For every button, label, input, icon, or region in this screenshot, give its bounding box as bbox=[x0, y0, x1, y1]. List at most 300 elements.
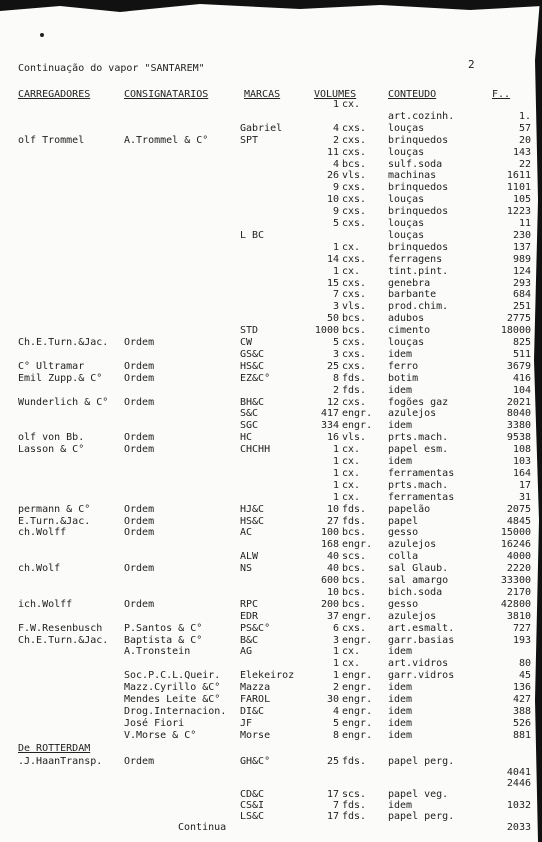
cell-mark: NS bbox=[240, 563, 253, 575]
cell-mark: PS&C° bbox=[240, 622, 271, 634]
cell-consignee: P.Santos & C° bbox=[124, 622, 203, 634]
cell-consignee: V.Morse & C° bbox=[124, 729, 197, 741]
cell-value: 2220 bbox=[506, 563, 531, 575]
cell-value: 17 bbox=[518, 479, 531, 491]
cell-unit: engr. bbox=[342, 694, 373, 705]
cell-unit: engr. bbox=[342, 408, 373, 420]
cell-value: 11 bbox=[518, 218, 531, 229]
cell-vol: 1 bbox=[332, 491, 339, 503]
cell-vol: 9 bbox=[332, 206, 339, 218]
cell-value: 727 bbox=[512, 622, 531, 634]
header-consignatarios: CONSIGNATARIOS bbox=[124, 89, 209, 100]
cell-unit: engr. bbox=[342, 634, 373, 646]
cell-mark: B&C bbox=[240, 634, 259, 646]
cell-value: 2021 bbox=[506, 396, 531, 408]
cell-vol: 16 bbox=[326, 432, 339, 444]
cell-unit: cx. bbox=[342, 467, 361, 479]
cell-content: gesso bbox=[388, 527, 419, 539]
table-row bbox=[0, 147, 542, 159]
cell-unit: fds. bbox=[342, 811, 367, 822]
cell-content: louças bbox=[388, 146, 425, 158]
cell-consignee: Ordem bbox=[124, 598, 155, 610]
cell-value: 193 bbox=[512, 634, 531, 646]
table-row bbox=[0, 242, 542, 254]
cell-shipper: E.Turn.&Jac. bbox=[18, 515, 91, 527]
table-row bbox=[0, 444, 542, 456]
cell-vol: 3 bbox=[332, 301, 339, 313]
cell-value: 31 bbox=[518, 491, 531, 503]
cell-unit: fds. bbox=[342, 756, 367, 767]
cell-mark: EZ&C° bbox=[240, 372, 271, 384]
cell-content: sulf.soda bbox=[388, 158, 443, 170]
cell-unit: engr. bbox=[342, 420, 373, 432]
cell-content: idem bbox=[388, 348, 413, 360]
cell-vol: 17 bbox=[326, 811, 339, 822]
table-row bbox=[0, 635, 542, 647]
table-row bbox=[0, 658, 542, 670]
cell-consignee: Ordem bbox=[124, 432, 155, 444]
cell-vol: 3 bbox=[332, 634, 339, 646]
cell-value: 18000 bbox=[500, 325, 531, 337]
cell-mark: CS&I bbox=[240, 800, 265, 811]
cell-vol: 168 bbox=[320, 539, 339, 551]
cell-content: idem bbox=[388, 646, 413, 658]
table-row bbox=[0, 539, 542, 551]
cell-content: art.vidros bbox=[388, 658, 449, 670]
cell-unit: cxs. bbox=[342, 289, 367, 301]
cell-content: brinquedos bbox=[388, 241, 449, 253]
cell-vol: 5 bbox=[332, 218, 339, 229]
cell-unit: fds. bbox=[342, 515, 367, 527]
cell-vol: 4 bbox=[332, 122, 339, 134]
table-row bbox=[0, 694, 542, 706]
table-row bbox=[0, 266, 542, 278]
cell-unit: cx. bbox=[342, 658, 361, 670]
cell-unit: engr. bbox=[342, 717, 373, 729]
cell-content: louças bbox=[388, 218, 425, 229]
cell-unit: bcs. bbox=[342, 325, 367, 337]
cell-vol: 7 bbox=[332, 289, 339, 301]
cell-consignee: A.Trommel & C° bbox=[124, 134, 209, 146]
cell-consignee: A.Tronstein bbox=[124, 646, 191, 658]
cell-mark: CW bbox=[240, 337, 253, 348]
cell-content: azulejos bbox=[388, 610, 437, 622]
cell-content: louças bbox=[388, 337, 425, 348]
cell-value: 1223 bbox=[506, 206, 531, 218]
cell-value: 230 bbox=[512, 229, 531, 241]
cell-mark: HS&C bbox=[240, 360, 265, 372]
cell-content: papel perg. bbox=[388, 756, 455, 767]
table-row bbox=[0, 325, 542, 337]
cell-content: idem bbox=[388, 384, 413, 396]
cell-unit: cx. bbox=[342, 646, 361, 658]
cell-content: colla bbox=[388, 551, 419, 563]
table-row bbox=[0, 159, 542, 171]
table-row bbox=[0, 408, 542, 420]
cell-content: genebra bbox=[388, 277, 431, 289]
cell-unit: engr. bbox=[342, 705, 373, 717]
cell-unit: bcs. bbox=[342, 563, 367, 575]
cell-value: 57 bbox=[518, 122, 531, 134]
table-row bbox=[0, 99, 542, 111]
cell-content: prts.mach. bbox=[388, 432, 449, 444]
cell-vol: 40 bbox=[326, 551, 339, 563]
cell-content: botim bbox=[388, 372, 419, 384]
page-number: 2 bbox=[468, 58, 475, 71]
table-row bbox=[0, 230, 542, 242]
cell-content: art.esmalt. bbox=[388, 622, 455, 634]
table-row bbox=[0, 349, 542, 361]
table-row bbox=[0, 278, 542, 290]
cell-mark: S&C bbox=[240, 408, 259, 420]
cell-vol: 200 bbox=[320, 598, 339, 610]
cell-vol: 1 bbox=[332, 241, 339, 253]
cell-consignee: Ordem bbox=[124, 337, 155, 348]
table-row bbox=[0, 611, 542, 623]
cell-mark: Morse bbox=[240, 729, 271, 741]
cell-unit: fds. bbox=[342, 384, 367, 396]
cell-content: ferramentas bbox=[388, 467, 455, 479]
cell-mark: SPT bbox=[240, 134, 259, 146]
cell-content: idem bbox=[388, 694, 413, 705]
cell-value: 684 bbox=[512, 289, 531, 301]
cell-mark: AC bbox=[240, 527, 253, 539]
cell-value: 15000 bbox=[500, 527, 531, 539]
cell-value: 104 bbox=[512, 384, 531, 396]
cell-unit: cxs. bbox=[342, 337, 367, 348]
cell-mark: ALW bbox=[240, 551, 259, 563]
cell-unit: cx. bbox=[342, 491, 361, 503]
cell-mark: L BC bbox=[240, 229, 265, 241]
cell-mark: EDR bbox=[240, 610, 259, 622]
cell-value: 124 bbox=[512, 265, 531, 277]
cell-vol: 1000 bbox=[314, 325, 339, 337]
cell-value: 108 bbox=[512, 444, 531, 456]
cell-unit: bcs. bbox=[342, 575, 367, 586]
document-title: Continuação do vapor "SANTAREM" bbox=[18, 63, 205, 74]
table-row bbox=[0, 111, 542, 123]
cell-content: idem bbox=[388, 729, 413, 741]
table-row bbox=[0, 718, 542, 730]
cell-vol: 10 bbox=[326, 586, 339, 598]
cell-shipper: permann & C° bbox=[18, 503, 91, 515]
cell-unit: fds. bbox=[342, 372, 367, 384]
cell-vol: 100 bbox=[320, 527, 339, 539]
cell-content: cimento bbox=[388, 325, 431, 337]
cell-content: ferramentas bbox=[388, 491, 455, 503]
cell-mark: HC bbox=[240, 432, 253, 444]
cell-value: 881 bbox=[512, 729, 531, 741]
cell-content: louças bbox=[388, 229, 425, 241]
cell-value: 1. bbox=[518, 110, 531, 122]
cell-unit: cx. bbox=[342, 241, 361, 253]
cell-value: 511 bbox=[512, 348, 531, 360]
cell-value: 388 bbox=[512, 705, 531, 717]
header-marcas: MARCAS bbox=[244, 89, 281, 100]
cell-unit: cxs. bbox=[342, 146, 367, 158]
cell-value: 103 bbox=[512, 456, 531, 467]
cell-consignee: Ordem bbox=[124, 563, 155, 575]
cell-mark: HJ&C bbox=[240, 503, 265, 515]
cell-vol: 4 bbox=[332, 705, 339, 717]
cell-value: 989 bbox=[512, 253, 531, 265]
cell-unit: vls. bbox=[342, 432, 367, 444]
cell-shipper: Emil Zupp.& C° bbox=[18, 372, 103, 384]
cell-unit: fds. bbox=[342, 800, 367, 811]
cell-mark: CD&C bbox=[240, 789, 265, 800]
cell-mark: JF bbox=[240, 717, 253, 729]
table-row bbox=[0, 385, 542, 397]
table-row bbox=[0, 218, 542, 230]
cell-value: 293 bbox=[512, 277, 531, 289]
cell-content: azulejos bbox=[388, 539, 437, 551]
cell-vol: 334 bbox=[320, 420, 339, 432]
table-row bbox=[0, 575, 542, 587]
cell-mark: AG bbox=[240, 646, 253, 658]
cell-unit: cx. bbox=[342, 456, 361, 467]
cell-mark: Gabriel bbox=[240, 122, 283, 134]
cell-shipper: olf von Bb. bbox=[18, 432, 85, 444]
cell-vol: 26 bbox=[326, 170, 339, 182]
cell-content: adubos bbox=[388, 313, 425, 325]
cell-value: 16246 bbox=[500, 539, 531, 551]
cell-vol: 600 bbox=[320, 575, 339, 586]
table-row bbox=[0, 822, 542, 834]
cell-vol: 1 bbox=[332, 467, 339, 479]
cell-mark: Elekeiroz bbox=[240, 670, 295, 682]
cell-vol: 1 bbox=[332, 479, 339, 491]
table-row bbox=[0, 123, 542, 135]
table-row bbox=[0, 206, 542, 218]
rotterdam-heading: De ROTTERDAM bbox=[18, 743, 91, 754]
cell-content: brinquedos bbox=[388, 206, 449, 218]
cell-vol: 1 bbox=[332, 265, 339, 277]
cell-mark: SGC bbox=[240, 420, 259, 432]
cell-unit: cxs. bbox=[342, 277, 367, 289]
table-row bbox=[0, 706, 542, 718]
header-conteudo: CONTEUDO bbox=[388, 89, 437, 100]
cell-unit: cxs. bbox=[342, 134, 367, 146]
cell-vol: 30 bbox=[326, 694, 339, 705]
cell-vol: 37 bbox=[326, 610, 339, 622]
table-row bbox=[0, 194, 542, 206]
table-row bbox=[0, 254, 542, 266]
cell-vol: 7 bbox=[332, 800, 339, 811]
cell-unit: vls. bbox=[342, 301, 367, 313]
cell-consignee: José Fiori bbox=[124, 717, 185, 729]
cell-content: barbante bbox=[388, 289, 437, 301]
cell-consignee: Ordem bbox=[124, 444, 155, 456]
cell-content: papel bbox=[388, 515, 419, 527]
cell-vol: 8 bbox=[332, 729, 339, 741]
table-row bbox=[0, 289, 542, 301]
cell-content: garr.vidros bbox=[388, 670, 455, 682]
cell-content: sal amargo bbox=[388, 575, 449, 586]
cell-content: brinquedos bbox=[388, 182, 449, 194]
cell-unit: engr. bbox=[342, 729, 373, 741]
cell-mark: Mazza bbox=[240, 682, 271, 694]
cell-mark: FAROL bbox=[240, 694, 271, 705]
cell-value: 20 bbox=[518, 134, 531, 146]
table-row bbox=[0, 551, 542, 563]
cell-unit: bcs. bbox=[342, 586, 367, 598]
cell-value: 136 bbox=[512, 682, 531, 694]
cell-shipper: F.W.Resenbusch bbox=[18, 622, 103, 634]
cell-vol: 8 bbox=[332, 372, 339, 384]
cell-unit: cxs. bbox=[342, 122, 367, 134]
table-row bbox=[0, 587, 542, 599]
cell-vol: 11 bbox=[326, 146, 339, 158]
cell-vol: 9 bbox=[332, 182, 339, 194]
cell-value: 2033 bbox=[506, 822, 531, 833]
cell-unit: scs. bbox=[342, 551, 367, 563]
cell-consignee: Ordem bbox=[124, 756, 155, 767]
cell-vol: 4 bbox=[332, 158, 339, 170]
cell-vol: 10 bbox=[326, 503, 339, 515]
cell-vol: 2 bbox=[332, 134, 339, 146]
cell-vol: 14 bbox=[326, 253, 339, 265]
cell-value: 4000 bbox=[506, 551, 531, 563]
cell-consignee: Ordem bbox=[124, 396, 155, 408]
cell-value: 251 bbox=[512, 301, 531, 313]
cell-shipper: Wunderlich & C° bbox=[18, 396, 109, 408]
cell-value: 42800 bbox=[500, 598, 531, 610]
ink-mark bbox=[40, 33, 44, 37]
table-row bbox=[0, 527, 542, 539]
cell-unit: engr. bbox=[342, 610, 373, 622]
cell-content: idem bbox=[388, 420, 413, 432]
cell-vol: 1 bbox=[332, 99, 339, 110]
table-row bbox=[0, 504, 542, 516]
cell-unit: bcs. bbox=[342, 313, 367, 325]
cell-unit: cxs. bbox=[342, 218, 367, 229]
cell-mark: DI&C bbox=[240, 705, 265, 717]
cell-value: 427 bbox=[512, 694, 531, 705]
cell-content: tint.pint. bbox=[388, 265, 449, 277]
header-valor: F.. bbox=[492, 89, 511, 100]
cell-unit: fds. bbox=[342, 503, 367, 515]
table-row bbox=[0, 468, 542, 480]
cell-value: 4041 bbox=[506, 767, 531, 778]
scan-edge-top bbox=[0, 0, 542, 14]
cell-mark: STD bbox=[240, 325, 259, 337]
cell-content: idem bbox=[388, 705, 413, 717]
cell-value: 2170 bbox=[506, 586, 531, 598]
cell-vol: 2 bbox=[332, 384, 339, 396]
cell-value: 9538 bbox=[506, 432, 531, 444]
cell-unit: cx. bbox=[342, 479, 361, 491]
table-row bbox=[0, 646, 542, 658]
cell-content: prts.mach. bbox=[388, 479, 449, 491]
cell-value: 33300 bbox=[500, 575, 531, 586]
cell-value: 2446 bbox=[506, 778, 531, 789]
table-row bbox=[0, 397, 542, 409]
cell-unit: engr. bbox=[342, 682, 373, 694]
cell-unit: cxs. bbox=[342, 182, 367, 194]
table-row bbox=[0, 623, 542, 635]
cell-value: 105 bbox=[512, 194, 531, 206]
cell-content: garr.basias bbox=[388, 634, 455, 646]
cell-vol: 1 bbox=[332, 646, 339, 658]
cell-consignee: Ordem bbox=[124, 527, 155, 539]
cell-vol: 3 bbox=[332, 348, 339, 360]
cell-mark: HS&C bbox=[240, 515, 265, 527]
cell-content: azulejos bbox=[388, 408, 437, 420]
cell-vol: 25 bbox=[326, 756, 339, 767]
cell-unit: bcs. bbox=[342, 598, 367, 610]
cell-shipper: ch.Wolff bbox=[18, 527, 67, 539]
cell-shipper: Ch.E.Turn.&Jac. bbox=[18, 337, 109, 348]
cell-content: papel esm. bbox=[388, 444, 449, 456]
table-row bbox=[0, 420, 542, 432]
table-row bbox=[0, 730, 542, 742]
cell-unit: scs. bbox=[342, 789, 367, 800]
cell-value: 8040 bbox=[506, 408, 531, 420]
cell-mark: RPC bbox=[240, 598, 259, 610]
cell-content: papel veg. bbox=[388, 789, 449, 800]
header-volumes: VOLUMES bbox=[314, 89, 357, 100]
cell-shipper: olf Trommel bbox=[18, 134, 85, 146]
cell-content: sal Glaub. bbox=[388, 563, 449, 575]
cell-mark: GS&C bbox=[240, 348, 265, 360]
cell-value: 416 bbox=[512, 372, 531, 384]
cell-unit: cxs. bbox=[342, 622, 367, 634]
cell-vol: 1 bbox=[332, 444, 339, 456]
cell-vol: 1 bbox=[332, 658, 339, 670]
cell-content: gesso bbox=[388, 598, 419, 610]
table-row bbox=[0, 456, 542, 468]
cell-value: 137 bbox=[512, 241, 531, 253]
cell-consignee: Mazz.Cyrillo &C° bbox=[124, 682, 221, 694]
table-row bbox=[0, 170, 542, 182]
cell-vol: 1 bbox=[332, 456, 339, 467]
table-row bbox=[0, 480, 542, 492]
table-row bbox=[0, 682, 542, 694]
cell-value: 1611 bbox=[506, 170, 531, 182]
table-row bbox=[0, 313, 542, 325]
cell-mark: CHCHH bbox=[240, 444, 271, 456]
cell-content: louças bbox=[388, 122, 425, 134]
cell-vol: 5 bbox=[332, 337, 339, 348]
cell-consignee: Soc.P.C.L.Queir. bbox=[124, 670, 221, 682]
table-row bbox=[0, 599, 542, 611]
cell-content: idem bbox=[388, 456, 413, 467]
cell-value: 143 bbox=[512, 146, 531, 158]
cell-shipper: ich.Wolff bbox=[18, 598, 73, 610]
cell-unit: cx. bbox=[342, 265, 361, 277]
cell-content: ferragens bbox=[388, 253, 443, 265]
cell-value: 4845 bbox=[506, 515, 531, 527]
cell-consignee: Drog.Internacion. bbox=[124, 705, 227, 717]
cell-unit: cxs. bbox=[342, 348, 367, 360]
cell-value: 3810 bbox=[506, 610, 531, 622]
cell-vol: 1 bbox=[332, 670, 339, 682]
table-row bbox=[0, 361, 542, 373]
cell-vol: 417 bbox=[320, 408, 339, 420]
cell-vol: 40 bbox=[326, 563, 339, 575]
cell-content: louças bbox=[388, 194, 425, 206]
cell-content: brinquedos bbox=[388, 134, 449, 146]
cell-value: 825 bbox=[512, 337, 531, 348]
cell-shipper: .J.HaanTransp. bbox=[18, 756, 103, 767]
cell-value: 1101 bbox=[506, 182, 531, 194]
cell-vol: 15 bbox=[326, 277, 339, 289]
cell-unit: bcs. bbox=[342, 527, 367, 539]
cell-value: 3380 bbox=[506, 420, 531, 432]
cell-consignee: Ordem bbox=[124, 360, 155, 372]
cell-unit: cxs. bbox=[342, 396, 367, 408]
cell-shipper: Ch.E.Turn.&Jac. bbox=[18, 634, 109, 646]
